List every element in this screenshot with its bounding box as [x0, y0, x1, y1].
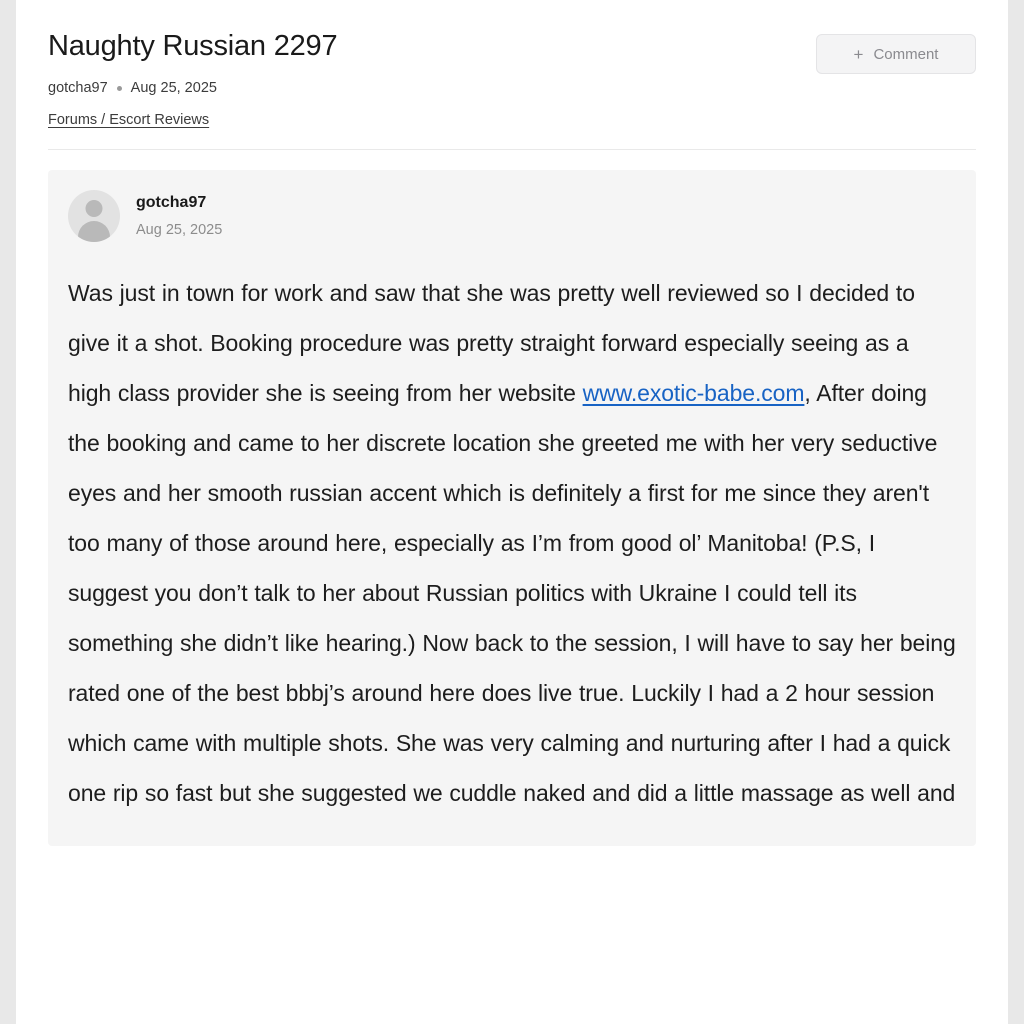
plus-icon: + — [853, 44, 864, 64]
post-text-part-2: , After doing the booking and came to her discrete location she greeted me with her very seductive eyes and her smooth russian accent which is definitely a first for me since they aren't too many of those around here, especially as I’m from good ol’ Manitoba! (P.S, I suggest you don’t talk to her about Russian politics with Ukraine I could tell its something she didn’t like hearing.) Now back to the session, I will have to say her being rated one of the best bbbj’s around here does live true. Luckily I had a 2 hour session which came with multiple shots. She was very calming and nurturing after I had a quick one rip so fast but she suggested we cuddle naked and did a little massage as well and — [68, 380, 956, 806]
thread-date: Aug 25, 2025 — [130, 80, 217, 96]
separator-dot-icon — [117, 86, 122, 91]
post-date: Aug 25, 2025 — [136, 221, 223, 238]
header-divider — [48, 149, 976, 150]
external-link[interactable]: www.exotic-babe.com — [582, 380, 805, 406]
post-card — [48, 170, 976, 846]
thread-meta — [48, 80, 976, 96]
post-text-part-1: Was just in town for work and saw that she was pretty well reviewed so I decided to give it a shot. Booking procedure was pretty straight forward especially seeing as a high class provider she is seeing from her website — [68, 280, 915, 406]
thread-author: gotcha97 — [48, 80, 108, 96]
avatar-body-icon — [78, 221, 110, 242]
post-author: gotcha97 — [136, 193, 207, 211]
content-sheet — [16, 0, 1008, 1024]
thread-header — [16, 0, 1008, 129]
avatar — [68, 190, 120, 242]
add-comment-label: Comment — [873, 45, 939, 63]
page-title: Naughty Russian 2297 — [48, 30, 338, 62]
post-header — [68, 190, 956, 242]
avatar-head-icon — [86, 200, 103, 217]
add-comment-button[interactable] — [816, 34, 976, 74]
breadcrumb[interactable]: Forums / Escort Reviews — [48, 112, 210, 128]
post-body — [68, 268, 956, 818]
